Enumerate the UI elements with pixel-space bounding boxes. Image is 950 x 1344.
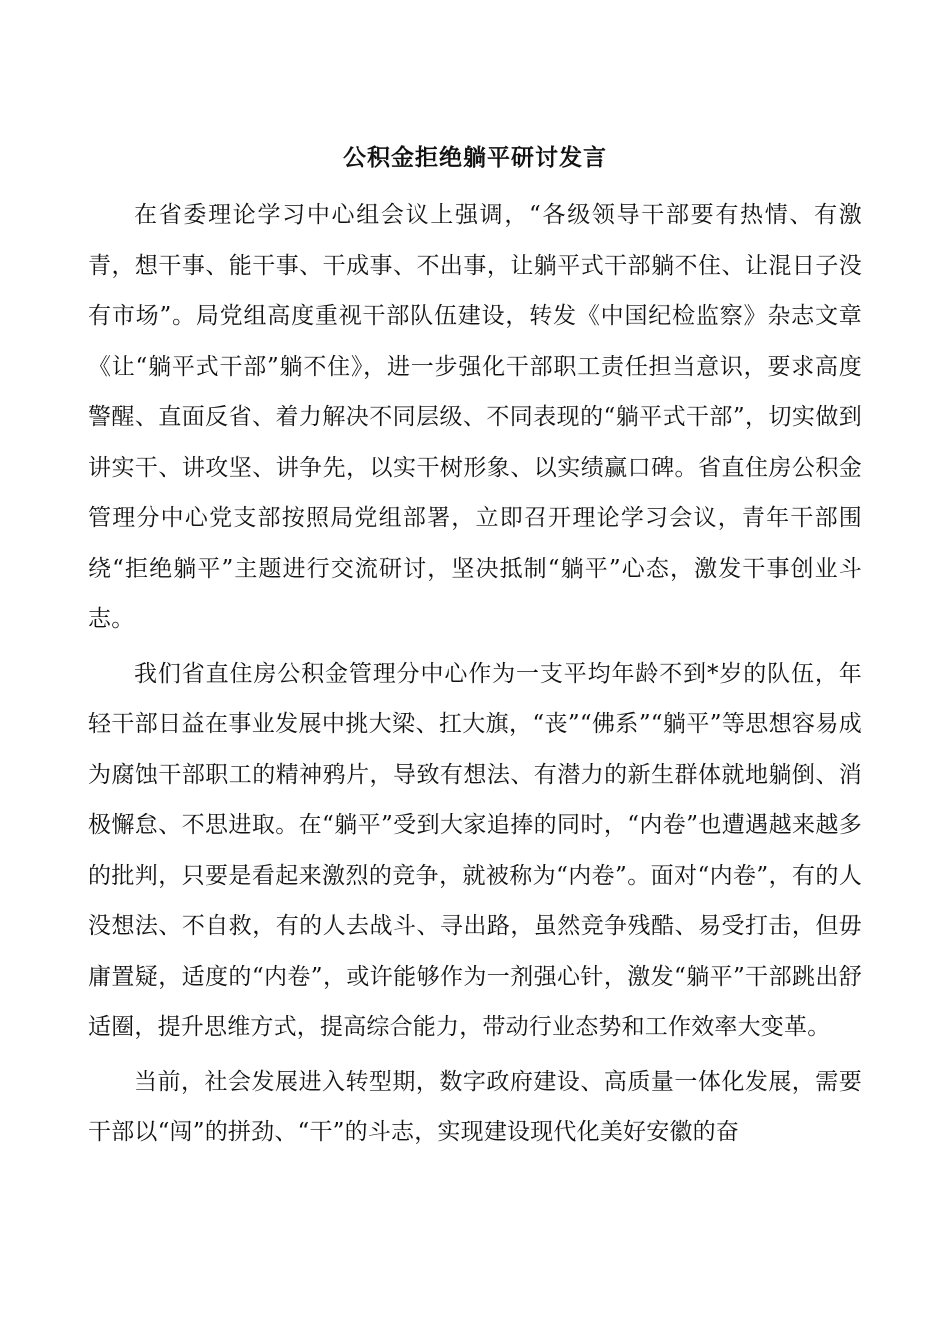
- paragraph-3: 当前，社会发展进入转型期，数字政府建设、高质量一体化发展，需要干部以“闯”的拼劲、“干”的斗志，实现建设现代化美好安徽的奋: [88, 1068, 862, 1145]
- document-title: 公积金拒绝躺平研讨发言: [343, 144, 607, 171]
- paragraph-1: 在省委理论学习中心组会议上强调，“各级领导干部要有热情、有激青，想干事、能干事、干成事、不出事，让躺平式干部躺不住、让混日子没有市场”。局党组高度重视干部队伍建设，转发《中国纪检监察》杂志文章《让“躺平式干部”躺不住》，进一步强化干部职工责任担当意识，要求高度警醒、直面反省、着力解决不同层级、不同表现的“躺平式干部”，切实做到讲实干、讲攻坚、讲争先，以实干树形象、以实绩赢口碑。省直住房公积金管理分中心党支部按照局党组部署，立即召开理论学习会议，青年干部围绕“拒绝躺平”主题进行交流研讨，坚决抵制“躺平”心态，激发干事创业斗志。: [88, 202, 862, 632]
- paragraph-2: 我们省直住房公积金管理分中心作为一支平均年龄不到*岁的队伍，年轻干部日益在事业发展中挑大梁、扛大旗，“丧”“佛系”“躺平”等思想容易成为腐蚀干部职工的精神鸦片，导致有想法、有潜力的新生群体就地躺倒、消极懈怠、不思进取。在“躺平”受到大家追捧的同时，“内卷”也遭遇越来越多的批判，只要是看起来激烈的竞争，就被称为“内卷”。面对“内卷”，有的人没想法、不自救，有的人去战斗、寻出路，虽然竞争残酷、易受打击，但毋庸置疑，适度的“内卷”，或许能够作为一剂强心针，激发“躺平”干部跳出舒适圈，提升思维方式，提高综合能力，带动行业态势和工作效率大变革。: [88, 660, 862, 1040]
- document-body: [88, 190, 862, 1158]
